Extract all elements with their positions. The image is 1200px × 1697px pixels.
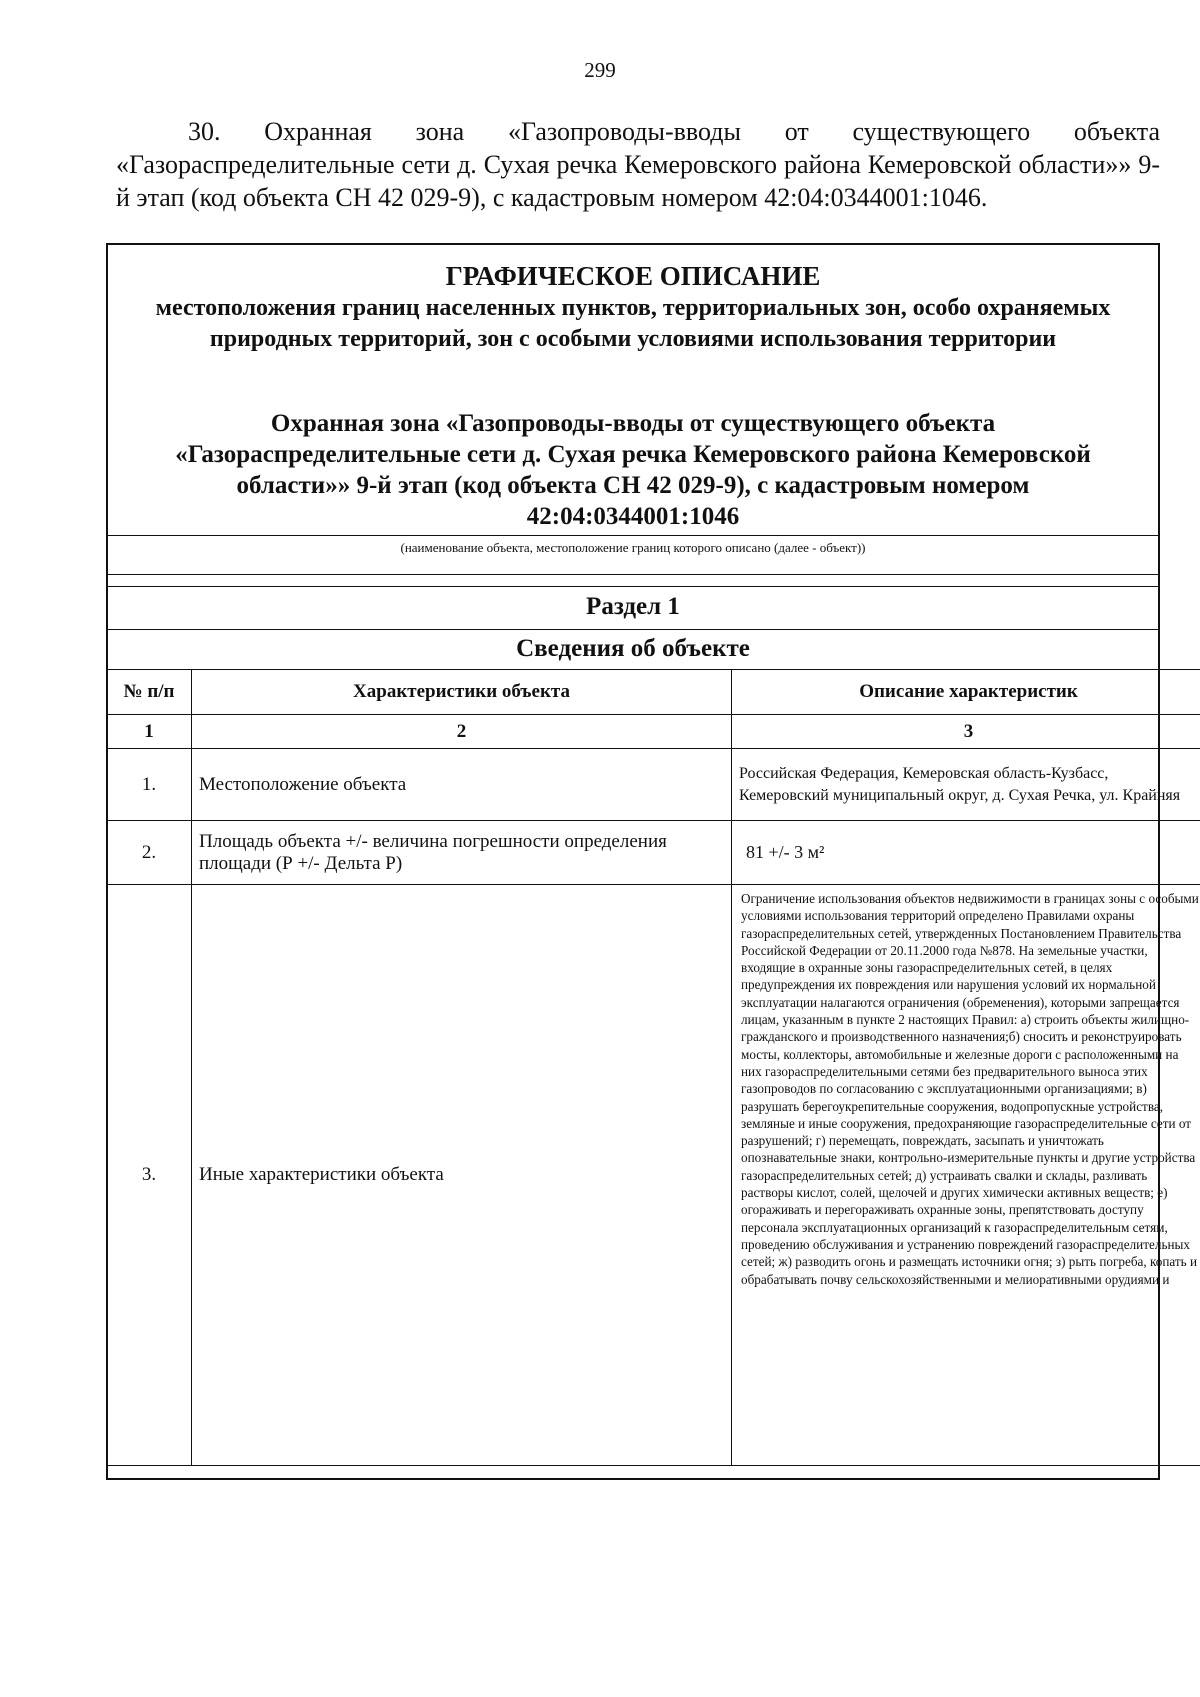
- index-cell: 2: [192, 715, 732, 749]
- row-number: 2.: [107, 821, 192, 885]
- divider: [108, 535, 1158, 536]
- section-subtitle: Сведения об объекте: [516, 635, 750, 662]
- table-header-row: [107, 670, 1200, 715]
- object-name: Охранная зона «Газопроводы-вводы от существующего объекта «Газораспределительные сети д. Сухая речка Кемеровского района Кемеровской области»» 9-й этап (код объекта СН 42 029-9), с кадастровым номером 42:04:0344001:1046: [175, 410, 1091, 530]
- row-description: 81 +/- 3 м²: [732, 821, 1200, 885]
- document-title: ГРАФИЧЕСКОЕ ОПИСАНИЕ: [445, 261, 821, 291]
- graphic-description-frame: [106, 243, 1199, 1480]
- section-title: Раздел 1: [586, 593, 680, 620]
- intro-paragraph: [116, 115, 1160, 214]
- page-number: 299: [584, 58, 616, 82]
- row-description-cell: [732, 885, 1200, 1466]
- intro-number: 30.: [188, 117, 221, 146]
- row-description: Ограничение использования объектов недвижимости в границах зоны с особыми условиями использования территорий определено Правилами охраны газораспределительных сетей, утвержденных Постановлением Правительства Российской Федерации от 20.11.2000 года №878. На земельные участки, входящие в охранные зоны газораспределительных сетей, в целях предупреждения их повреждения или нарушения условий их нормальной эксплуатации налагаются ограничения (обременения), которыми запрещается лицам, указанным в пункте 2 настоящих Правил: а) строить объекты жилищно-гражданского и производственного назначения;б) сносить и реконструировать мосты, коллекторы, автомобильные и железные дороги с расположенными на них газораспределительными сетями без предварительного выноса этих газопроводов по согласованию с эксплуатационными организациями; в) разрушать берегоукрепительные сооружения, водопропускные устройства, земляные и иные сооружения, предохраняющие газораспределительные сети от разрушений; г) перемещать, повреждать, засыпать и уничтожать опознавательные знаки, контрольно-измерительные пункты и другие устройства газораспределительных сетей; д) устраивать свалки и склады, разливать растворы кислот, солей, щелочей и других химически активных веществ; е) огораживать и перегораживать охранные зоны, препятствовать доступу персонала эксплуатационных организаций к газораспределительным сетям, проведению обслуживания и устранению повреждений газораспределительных сетей; ж) разводить огонь и размещать источники огня; з) рыть погреба, копать и обрабатывать почву сельскохозяйственными и мелиоративными орудиями и: [741, 891, 1199, 1287]
- column-header-characteristic: Характеристики объекта: [192, 670, 732, 715]
- column-header-number: № п/п: [107, 670, 192, 715]
- divider: [108, 586, 1158, 587]
- object-info-table: [106, 669, 1200, 1466]
- description-header: [108, 245, 1158, 535]
- row-characteristic: Местоположение объекта: [192, 749, 732, 821]
- column-header-description: Описание характеристик: [732, 670, 1200, 715]
- row-description: Российская Федерация, Кемеровская область-Кузбасс, Кемеровский муниципальный округ, д. Сухая Речка, ул. Крайняя: [732, 749, 1200, 821]
- document-subtitle: местоположения границ населенных пунктов, территориальных зон, особо охраняемых природных территорий, зон с особыми условиями использования территории: [155, 295, 1111, 352]
- table-index-row: [107, 715, 1200, 749]
- divider: [108, 629, 1158, 630]
- table-row: [107, 885, 1200, 1466]
- index-cell: 1: [107, 715, 192, 749]
- table-row: [107, 749, 1200, 821]
- row-characteristic: Иные характеристики объекта: [192, 885, 732, 1466]
- divider: [108, 574, 1158, 575]
- object-name-caption: (наименование объекта, местоположение границ которого описано (далее - объект)): [400, 540, 866, 555]
- table-row: [107, 821, 1200, 885]
- index-cell: 3: [732, 715, 1200, 749]
- row-characteristic: Площадь объекта +/- величина погрешности определения площади (Р +/- Дельта Р): [192, 821, 732, 885]
- row-number: 3.: [107, 885, 192, 1466]
- intro-text: Охранная зона «Газопроводы-вводы от существующего объекта «Газораспределительные сети д. Сухая речка Кемеровского района Кемеровской области»» 9-й этап (код объекта СН 42 029-9), с кадастровым номером 42:04:0344001:1046.: [116, 117, 1160, 212]
- row-number: 1.: [107, 749, 192, 821]
